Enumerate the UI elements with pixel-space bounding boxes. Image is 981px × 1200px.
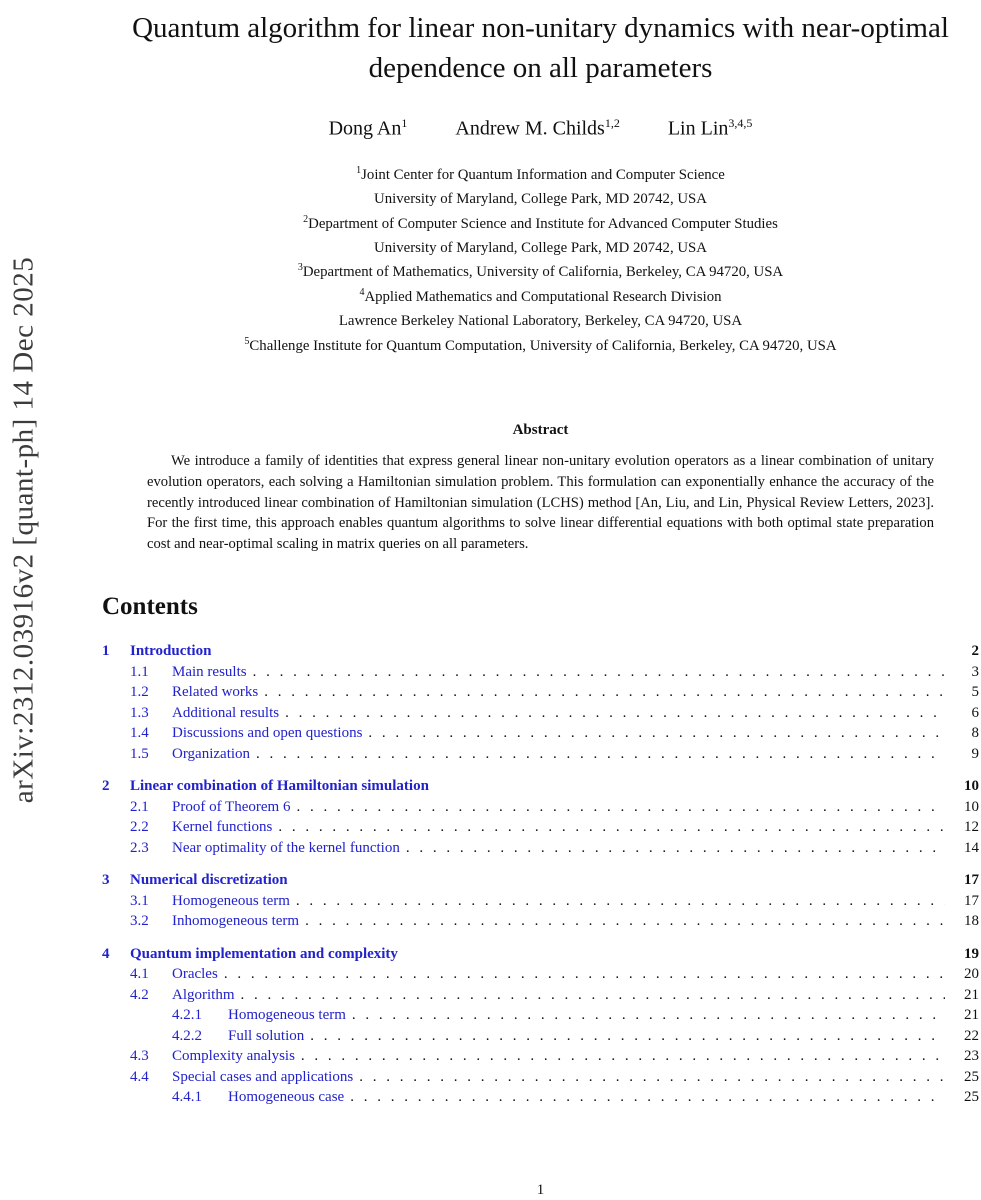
toc-page-number: 21 — [964, 986, 979, 1003]
abstract-section — [102, 422, 979, 555]
affiliation-line — [102, 307, 979, 331]
toc-dot-leader — [241, 985, 946, 1006]
toc-section-title: Special cases and applications — [172, 1068, 354, 1085]
abstract-text: We introduce a family of identities that express general linear non-unitary evolution operators as a linear combination of unitary evolution operators, each solving a Hamiltonian simulation problem. This formulation can exponentially enhance the accuracy of the recently introduced linear combination of Hamiltonian simulation (LCHS) method [An, Liu, and Lin, Physical Review Letters, 2023]. For the first time, this approach enables quantum algorithms to solve linear differential equations with both optimal state preparation cost and near-optimal scaling in matrix queries on all parameters. — [147, 453, 934, 553]
toc-section-title: Main results — [172, 663, 247, 680]
author-name: Dong An — [328, 117, 402, 140]
toc-row[interactable] — [102, 641, 979, 662]
toc-section-title: Algorithm — [172, 986, 235, 1003]
toc-row[interactable] — [102, 723, 979, 744]
authors-row — [102, 116, 979, 141]
toc-page-number: 25 — [964, 1089, 979, 1106]
author — [329, 116, 408, 141]
toc-dot-leader — [278, 817, 945, 838]
arxiv-margin-strip — [0, 0, 60, 1200]
toc-row[interactable] — [102, 797, 979, 818]
toc-section-number: 1.2 — [130, 684, 149, 701]
toc-page-number: 17 — [964, 892, 979, 909]
toc-page-number: 2 — [971, 643, 979, 660]
toc-section-number: 4.1 — [130, 966, 149, 983]
toc-section-number: 1.5 — [130, 745, 149, 762]
toc-row[interactable] — [102, 1087, 979, 1108]
affiliation-text: Joint Center for Quantum Information and Computer Science — [361, 166, 725, 183]
toc-dot-leader — [350, 1087, 945, 1108]
paper-content — [102, 0, 979, 1108]
toc-dot-leader — [264, 682, 945, 703]
toc-dot-leader — [285, 703, 945, 724]
toc-section-title: Complexity analysis — [172, 1048, 295, 1065]
toc-dot-leader — [256, 744, 945, 765]
toc-page-number: 19 — [964, 945, 979, 962]
toc-section-number: 2.2 — [130, 819, 149, 836]
toc-row[interactable] — [102, 703, 979, 724]
toc-page-number: 18 — [964, 913, 979, 930]
toc-section-title: Oracles — [172, 966, 218, 983]
affiliation-line — [102, 185, 979, 209]
affiliation-text: University of Maryland, College Park, MD 20742, USA — [374, 191, 707, 207]
toc-section-number: 1.3 — [130, 704, 149, 721]
toc-page-number: 14 — [964, 839, 979, 856]
affiliation-line — [102, 234, 979, 258]
toc-section-number: 2.1 — [130, 798, 149, 815]
toc-row[interactable] — [102, 817, 979, 838]
affiliation-text: Applied Mathematics and Computational Research Division — [364, 288, 722, 305]
toc-row[interactable] — [102, 964, 979, 985]
toc-dot-leader — [296, 891, 945, 912]
affiliation-text: University of Maryland, College Park, MD 20742, USA — [374, 239, 707, 256]
affiliation-line — [102, 332, 979, 356]
toc-dot-leader — [253, 662, 945, 683]
author-affiliation-marker: 3,4,5 — [728, 116, 753, 130]
abstract-heading: Abstract — [512, 422, 569, 439]
toc-section-title: Linear combination of Hamiltonian simulation — [130, 778, 429, 795]
toc-section-title: Additional results — [172, 704, 280, 721]
toc-section-title: Homogeneous term — [228, 1007, 346, 1024]
toc-row[interactable] — [102, 870, 979, 891]
toc-section-number: 4.3 — [130, 1048, 149, 1065]
toc-section-title: Numerical discretization — [130, 872, 288, 889]
author-name: Lin Lin — [667, 117, 729, 140]
affiliation-text: Lawrence Berkeley National Laboratory, Berkeley, CA 94720, USA — [338, 313, 743, 330]
toc-row[interactable] — [102, 838, 979, 859]
affiliation-line — [102, 210, 979, 234]
toc-page-number: 22 — [964, 1027, 979, 1044]
toc-row[interactable] — [102, 1046, 979, 1067]
toc-dot-leader — [296, 797, 945, 818]
toc-dot-leader — [310, 1026, 945, 1047]
author-name: Andrew M. Childs — [455, 117, 605, 140]
toc-dot-leader — [305, 911, 945, 932]
toc-section-title: Full solution — [228, 1027, 305, 1044]
toc-page-number: 17 — [964, 872, 979, 889]
toc-row[interactable] — [102, 985, 979, 1006]
toc-section-title: Related works — [172, 684, 259, 701]
toc-row[interactable] — [102, 891, 979, 912]
affiliation-text: Department of Mathematics, University of California, Berkeley, CA 94720, USA — [302, 264, 784, 281]
toc-section-number: 4.2.2 — [172, 1027, 202, 1044]
toc-page-number: 10 — [964, 798, 979, 815]
toc-section-number: 3 — [102, 872, 110, 889]
toc-page-number: 9 — [971, 745, 979, 762]
toc-row[interactable] — [102, 662, 979, 683]
author — [455, 116, 619, 141]
affiliation-line — [102, 161, 979, 185]
toc-section-number: 4.2 — [130, 986, 149, 1003]
toc-dot-leader — [352, 1005, 945, 1026]
toc-page-number: 3 — [971, 663, 979, 680]
toc-section-number: 4.4 — [130, 1068, 149, 1085]
toc-page-number: 5 — [971, 684, 979, 701]
toc-section-number: 4.2.1 — [172, 1007, 202, 1024]
toc-section-title: Kernel functions — [172, 819, 273, 836]
paper-title: Quantum algorithm for linear non-unitary dynamics with near-optimal dependence on all parameters — [132, 12, 949, 84]
toc-page-number: 6 — [971, 704, 979, 721]
toc-section-title: Organization — [172, 745, 251, 762]
toc-section-number: 2 — [102, 778, 110, 795]
toc-section-number: 2.3 — [130, 839, 149, 856]
toc-section-number: 4 — [102, 945, 110, 962]
toc-row[interactable] — [102, 1005, 979, 1026]
affiliation-text: Challenge Institute for Quantum Computation, University of California, Berkeley, CA 94720, USA — [249, 337, 837, 354]
toc-section-number: 4.4.1 — [172, 1089, 202, 1106]
affiliation-marker: 1 — [356, 164, 362, 176]
affiliation-text: Department of Computer Science and Institute for Advanced Computer Studies — [308, 215, 778, 232]
toc-row[interactable] — [102, 1026, 979, 1047]
toc-section-title: Discussions and open questions — [172, 725, 363, 742]
toc-page-number: 25 — [964, 1068, 979, 1085]
toc-dot-leader — [406, 838, 945, 859]
toc-dot-leader — [224, 964, 945, 985]
toc-section-title: Quantum implementation and complexity — [130, 945, 398, 962]
toc-section-title: Proof of Theorem 6 — [172, 798, 291, 815]
toc-row[interactable] — [102, 744, 979, 765]
toc-row[interactable] — [102, 776, 979, 797]
toc-page-number: 12 — [964, 819, 979, 836]
toc-row[interactable] — [102, 944, 979, 965]
toc-page-number: 23 — [964, 1048, 979, 1065]
affiliation-marker: 2 — [303, 213, 309, 225]
toc-section-number: 3.1 — [130, 892, 149, 909]
author-affiliation-marker: 1 — [401, 116, 408, 130]
author-affiliation-marker: 1,2 — [604, 116, 620, 130]
toc-section-title: Introduction — [130, 643, 212, 660]
toc-section-title: Near optimality of the kernel function — [172, 839, 400, 856]
toc-section-number: 3.2 — [130, 913, 149, 930]
toc-section-title: Inhomogeneous term — [172, 913, 300, 930]
toc-row[interactable] — [102, 911, 979, 932]
toc-page-number: 20 — [964, 966, 979, 983]
author — [668, 116, 753, 141]
contents-heading: Contents — [102, 593, 198, 621]
toc-page-number: 21 — [964, 1007, 979, 1024]
table-of-contents — [102, 641, 979, 1108]
affiliation-marker: 4 — [359, 286, 365, 298]
toc-section-title: Homogeneous case — [228, 1089, 345, 1106]
affiliation-line — [102, 258, 979, 282]
toc-page-number: 8 — [971, 725, 979, 742]
toc-dot-leader — [368, 723, 945, 744]
toc-section-number: 1.4 — [130, 725, 149, 742]
toc-dot-leader — [301, 1046, 945, 1067]
affiliation-marker: 3 — [297, 262, 303, 274]
toc-row[interactable] — [102, 1067, 979, 1088]
affiliation-marker: 5 — [244, 335, 250, 347]
toc-row[interactable] — [102, 682, 979, 703]
toc-section-number: 1 — [102, 643, 110, 660]
toc-dot-leader — [359, 1067, 945, 1088]
affiliations-block — [102, 161, 979, 356]
arxiv-watermark: arXiv:2312.03916v2 [quant-ph] 14 Dec 2025 — [7, 256, 40, 804]
toc-section-title: Homogeneous term — [172, 892, 290, 909]
toc-page-number: 10 — [964, 778, 979, 795]
page-number: 1 — [536, 1182, 545, 1198]
toc-section-number: 1.1 — [130, 663, 149, 680]
affiliation-line — [102, 283, 979, 307]
